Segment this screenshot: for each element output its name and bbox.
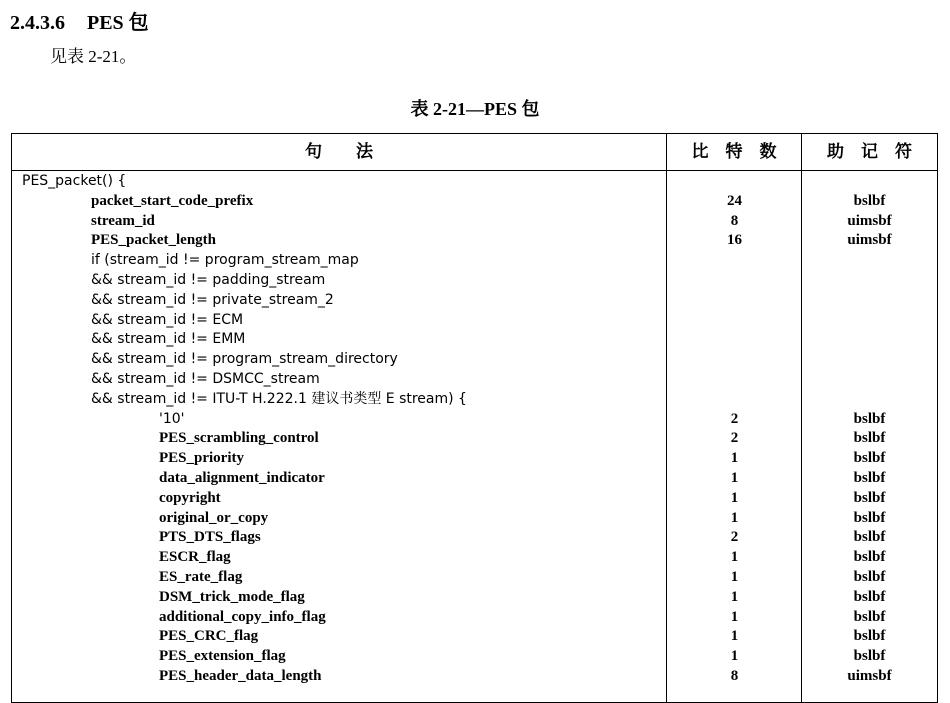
table-row [12, 291, 937, 311]
mnemonic-cell: bslbf [853, 450, 886, 467]
mnemonic-cell: bslbf [853, 568, 886, 585]
syntax-cell: additional_copy_info_flag [159, 608, 326, 625]
bits-cell: 1 [730, 568, 739, 585]
header-bits: 比 特 数 [691, 142, 777, 161]
syntax-cell: original_or_copy [159, 509, 269, 526]
table-row [12, 449, 937, 469]
bits-cell: 1 [730, 450, 739, 467]
syntax-cell: packet_start_code_prefix [91, 192, 254, 209]
table-row [12, 489, 937, 509]
section-title: PES 包 [87, 12, 149, 34]
syntax-cell: && stream_id != ECM [91, 311, 244, 328]
table-row [12, 509, 937, 529]
table-row [12, 172, 937, 192]
bits-cell: 1 [730, 549, 739, 566]
mnemonic-cell: uimsbf [847, 667, 892, 684]
table-row [12, 647, 937, 667]
table-caption: 表 2-21—PES 包 [410, 99, 540, 119]
syntax-cell: PES_header_data_length [159, 667, 322, 684]
header-mnemonic: 助 记 符 [827, 142, 912, 161]
table-row [12, 429, 937, 449]
table-row [12, 390, 937, 410]
mnemonic-cell: uimsbf [847, 232, 892, 249]
syntax-cell: PES_extension_flag [159, 648, 286, 665]
syntax-cell: PES_priority [159, 450, 244, 467]
table-row [12, 350, 937, 370]
table-row [12, 370, 937, 390]
bits-cell: 1 [730, 509, 739, 526]
syntax-cell: && stream_id != DSMCC_stream [91, 370, 320, 387]
table-row [12, 588, 937, 608]
bits-cell: 1 [730, 628, 739, 645]
mnemonic-cell: bslbf [853, 628, 886, 645]
table-row [12, 212, 937, 232]
syntax-cell: data_alignment_indicator [159, 469, 325, 486]
syntax-cell: if (stream_id != program_stream_map [91, 252, 359, 269]
bits-cell: 8 [730, 667, 739, 684]
bits-cell: 2 [730, 410, 739, 427]
table-row [12, 330, 937, 350]
syntax-table [11, 133, 938, 703]
table-row [12, 251, 937, 271]
mnemonic-cell: bslbf [853, 469, 886, 486]
intro-text: 见表 2-21。 [50, 47, 137, 66]
bits-cell: 1 [730, 469, 739, 486]
mnemonic-cell: bslbf [853, 608, 886, 625]
syntax-cell: ESCR_flag [159, 549, 231, 566]
table-row [12, 548, 937, 568]
table-row [12, 608, 937, 628]
syntax-cell: && stream_id != program_stream_directory [91, 351, 398, 368]
bits-cell: 2 [730, 529, 739, 546]
syntax-cell: PES_packet() { [22, 173, 127, 189]
section-heading [10, 6, 149, 35]
bits-cell: 24 [727, 192, 742, 209]
table-row [12, 410, 937, 430]
syntax-cell: && stream_id != ITU-T H.222.1 建议书类型 E stream) { [91, 390, 467, 407]
syntax-cell: ES_rate_flag [159, 568, 243, 585]
mnemonic-cell: bslbf [853, 648, 886, 665]
mnemonic-cell: bslbf [853, 529, 886, 546]
mnemonic-cell: bslbf [853, 430, 886, 447]
syntax-cell: stream_id [91, 212, 155, 229]
table-row [12, 568, 937, 588]
bits-cell: 1 [730, 608, 739, 625]
header-syntax: 句 法 [305, 142, 373, 161]
table-row [12, 627, 937, 647]
bits-cell: 16 [727, 232, 742, 249]
table-row [12, 271, 937, 291]
mnemonic-cell: bslbf [853, 509, 886, 526]
mnemonic-cell: bslbf [853, 588, 886, 605]
syntax-cell: PES_scrambling_control [159, 430, 319, 447]
bits-cell: 2 [730, 430, 739, 447]
table-body [12, 172, 937, 687]
syntax-cell: && stream_id != padding_stream [91, 271, 326, 288]
mnemonic-cell: bslbf [853, 489, 886, 506]
syntax-cell: '10' [159, 410, 185, 427]
syntax-cell: copyright [159, 489, 221, 506]
section-number: 2.4.3.6 [10, 12, 65, 34]
syntax-cell: PTS_DTS_flags [159, 529, 261, 546]
table-row [12, 231, 937, 251]
syntax-cell: DSM_trick_mode_flag [159, 588, 305, 605]
table-row [12, 528, 937, 548]
bits-cell: 1 [730, 489, 739, 506]
bits-cell: 8 [730, 212, 739, 229]
syntax-cell: && stream_id != EMM [91, 331, 246, 348]
mnemonic-cell: bslbf [853, 549, 886, 566]
mnemonic-cell: bslbf [853, 192, 886, 209]
table-row [12, 667, 937, 687]
table-row [12, 192, 937, 212]
mnemonic-cell: uimsbf [847, 212, 892, 229]
syntax-cell: && stream_id != private_stream_2 [91, 291, 334, 308]
bits-cell: 1 [730, 588, 739, 605]
table-row [12, 469, 937, 489]
table-header-row [12, 134, 937, 171]
mnemonic-cell: bslbf [853, 410, 886, 427]
bits-cell: 1 [730, 648, 739, 665]
syntax-cell: PES_CRC_flag [159, 628, 259, 645]
table-row [12, 311, 937, 331]
syntax-cell: PES_packet_length [91, 232, 217, 249]
